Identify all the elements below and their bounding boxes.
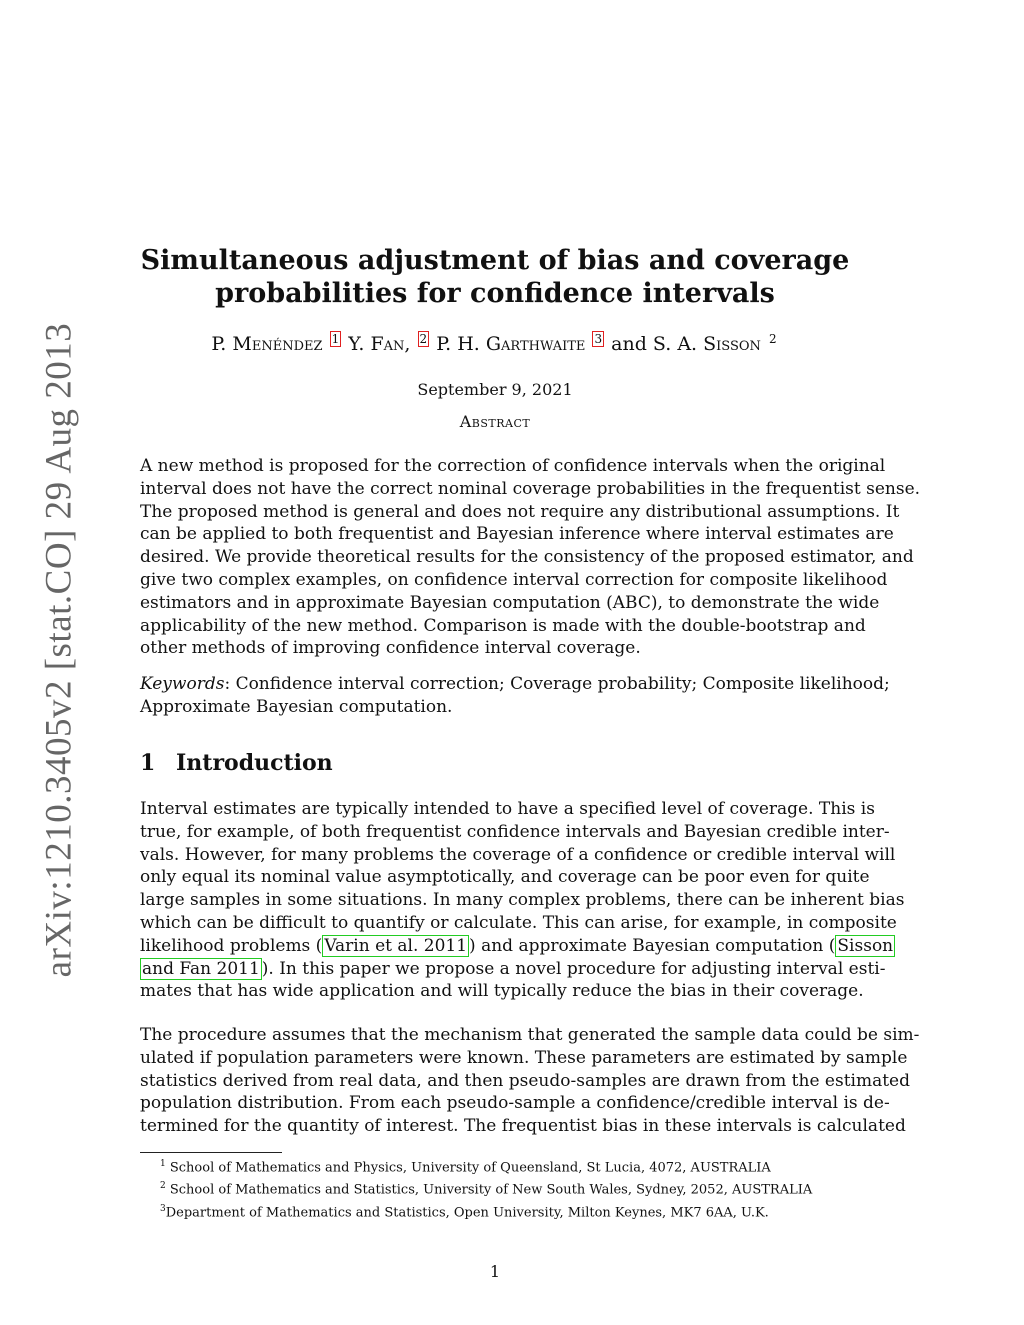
footnote-link-1[interactable]: 1	[331, 332, 340, 346]
footnote	[160, 1200, 812, 1222]
text-line: ulated if population parameters were known. These parameters are estimated by sample	[140, 1047, 908, 1068]
text-line	[140, 958, 886, 981]
text-line: A new method is proposed for the correction of confidence intervals when the original	[140, 456, 886, 476]
footnote-text: Department of Mathematics and Statistics, Open University, Milton Keynes, MK7 6AA, U.K.	[165, 1204, 769, 1220]
author-initial: Y.	[348, 333, 371, 355]
text-line: The proposed method is general and does not require any distributional assumptions. It	[140, 501, 900, 522]
footnote-text: School of Mathematics and Physics, University of Queensland, St Lucia, 4072, AUSTRALIA	[165, 1160, 771, 1176]
section-heading	[140, 750, 333, 776]
footnote-text: School of Mathematics and Statistics, University of New South Wales, Sydney, 2052, AUSTRALIA	[165, 1182, 813, 1198]
abstract-body	[140, 455, 921, 660]
keywords-line	[140, 673, 890, 696]
text-line: The procedure assumes that the mechanism that generated the sample data could be sim-	[140, 1025, 920, 1045]
text-line: other methods of improving confidence interval coverage.	[140, 638, 641, 659]
title-line-1: Simultaneous adjustment of bias and coverage	[140, 245, 850, 276]
author-separator: ,	[404, 333, 417, 355]
text-line: can be applied to both frequentist and Bayesian inference where interval estimates are	[140, 524, 894, 545]
footnote-mark: 2	[160, 1181, 166, 1192]
text-line: desired. We provide theoretical results for the consistency of the proposed estimator, and	[140, 547, 914, 568]
author-initial: P. H.	[436, 333, 486, 355]
abstract-heading: Abstract	[459, 412, 531, 431]
citation-varin-2011[interactable]: Varin et al. 2011	[324, 935, 468, 956]
text-segment: likelihood problems (	[140, 935, 323, 956]
footnote-ref-2: 2	[768, 332, 777, 346]
footnotes	[160, 1155, 812, 1222]
footnote	[160, 1155, 812, 1177]
keywords-text: : Confidence interval correction; Coverage probability; Composite likelihood;	[224, 674, 890, 694]
author-list	[140, 331, 850, 355]
text-line: estimators and in approximate Bayesian computation (ABC), to demonstrate the wide	[140, 592, 880, 613]
text-line: give two complex examples, on confidence interval correction for composite likelihood	[140, 569, 888, 590]
text-line: statistics derived from real data, and then pseudo-samples are drawn from the estimated	[140, 1070, 910, 1091]
text-line: which can be difficult to quantify or calculate. This can arise, for example, in composite	[140, 912, 897, 933]
footnote-divider	[140, 1152, 282, 1153]
author-name: Menéndez	[232, 333, 323, 355]
title-line-2: probabilities for confidence intervals	[215, 278, 775, 309]
text-line: Interval estimates are typically intended to have a specified level of coverage. This is	[140, 799, 875, 819]
text-line: true, for example, of both frequentist confidence intervals and Bayesian credible inter-	[140, 821, 890, 842]
keywords	[140, 673, 890, 719]
author-name: Garthwaite	[485, 333, 586, 355]
author-initial: P.	[211, 333, 233, 355]
paper-title	[140, 244, 850, 310]
citation-sisson-fan-2011[interactable]: Sisson	[837, 935, 894, 956]
text-line: population distribution. From each pseudo-sample a confidence/credible interval is de-	[140, 1093, 890, 1114]
page-number: 1	[489, 1262, 501, 1281]
text-segment: ) and approximate Bayesian computation (	[469, 935, 836, 956]
section-title: Introduction	[176, 750, 333, 776]
text-line: mates that has wide application and will typically reduce the bias in their coverage.	[140, 981, 864, 1002]
footnote-link-2[interactable]: 2	[419, 332, 428, 346]
keywords-line: Approximate Bayesian computation.	[140, 696, 453, 717]
author-conjunction: and	[611, 333, 647, 355]
text-line: only equal its nominal value asymptotically, and coverage can be poor even for quite	[140, 867, 870, 888]
citation-sisson-fan-2011[interactable]: and Fan 2011	[142, 958, 260, 979]
arxiv-identifier: arXiv:1210.3405v2 [stat.CO] 29 Aug 2013	[38, 322, 80, 978]
author-initial: S. A.	[652, 333, 704, 355]
text-line	[140, 935, 894, 958]
footnote-link-3[interactable]: 3	[594, 332, 603, 346]
keywords-label: Keywords	[140, 674, 225, 694]
footnote	[160, 1177, 812, 1199]
text-line: large samples in some situations. In many complex problems, there can be inherent bias	[140, 890, 905, 911]
author-name: Fan	[370, 333, 405, 355]
footnote-mark: 1	[160, 1159, 166, 1169]
section-number: 1	[140, 750, 156, 776]
author-name: Sisson	[703, 333, 761, 355]
text-segment: ). In this paper we propose a novel procedure for adjusting interval esti-	[261, 958, 886, 979]
intro-paragraph-1	[140, 798, 905, 1003]
text-line: termined for the quantity of interest. The frequentist bias in these intervals is calculated	[140, 1116, 906, 1137]
text-line: interval does not have the correct nominal coverage probabilities in the frequentist sense.	[140, 478, 921, 499]
text-line: vals. However, for many problems the coverage of a confidence or credible interval will	[140, 844, 896, 865]
text-line: applicability of the new method. Comparison is made with the double-bootstrap and	[140, 615, 866, 636]
footnote-mark: 3	[160, 1203, 166, 1214]
intro-paragraph-2	[140, 1024, 920, 1138]
paper-date: September 9, 2021	[417, 380, 573, 399]
